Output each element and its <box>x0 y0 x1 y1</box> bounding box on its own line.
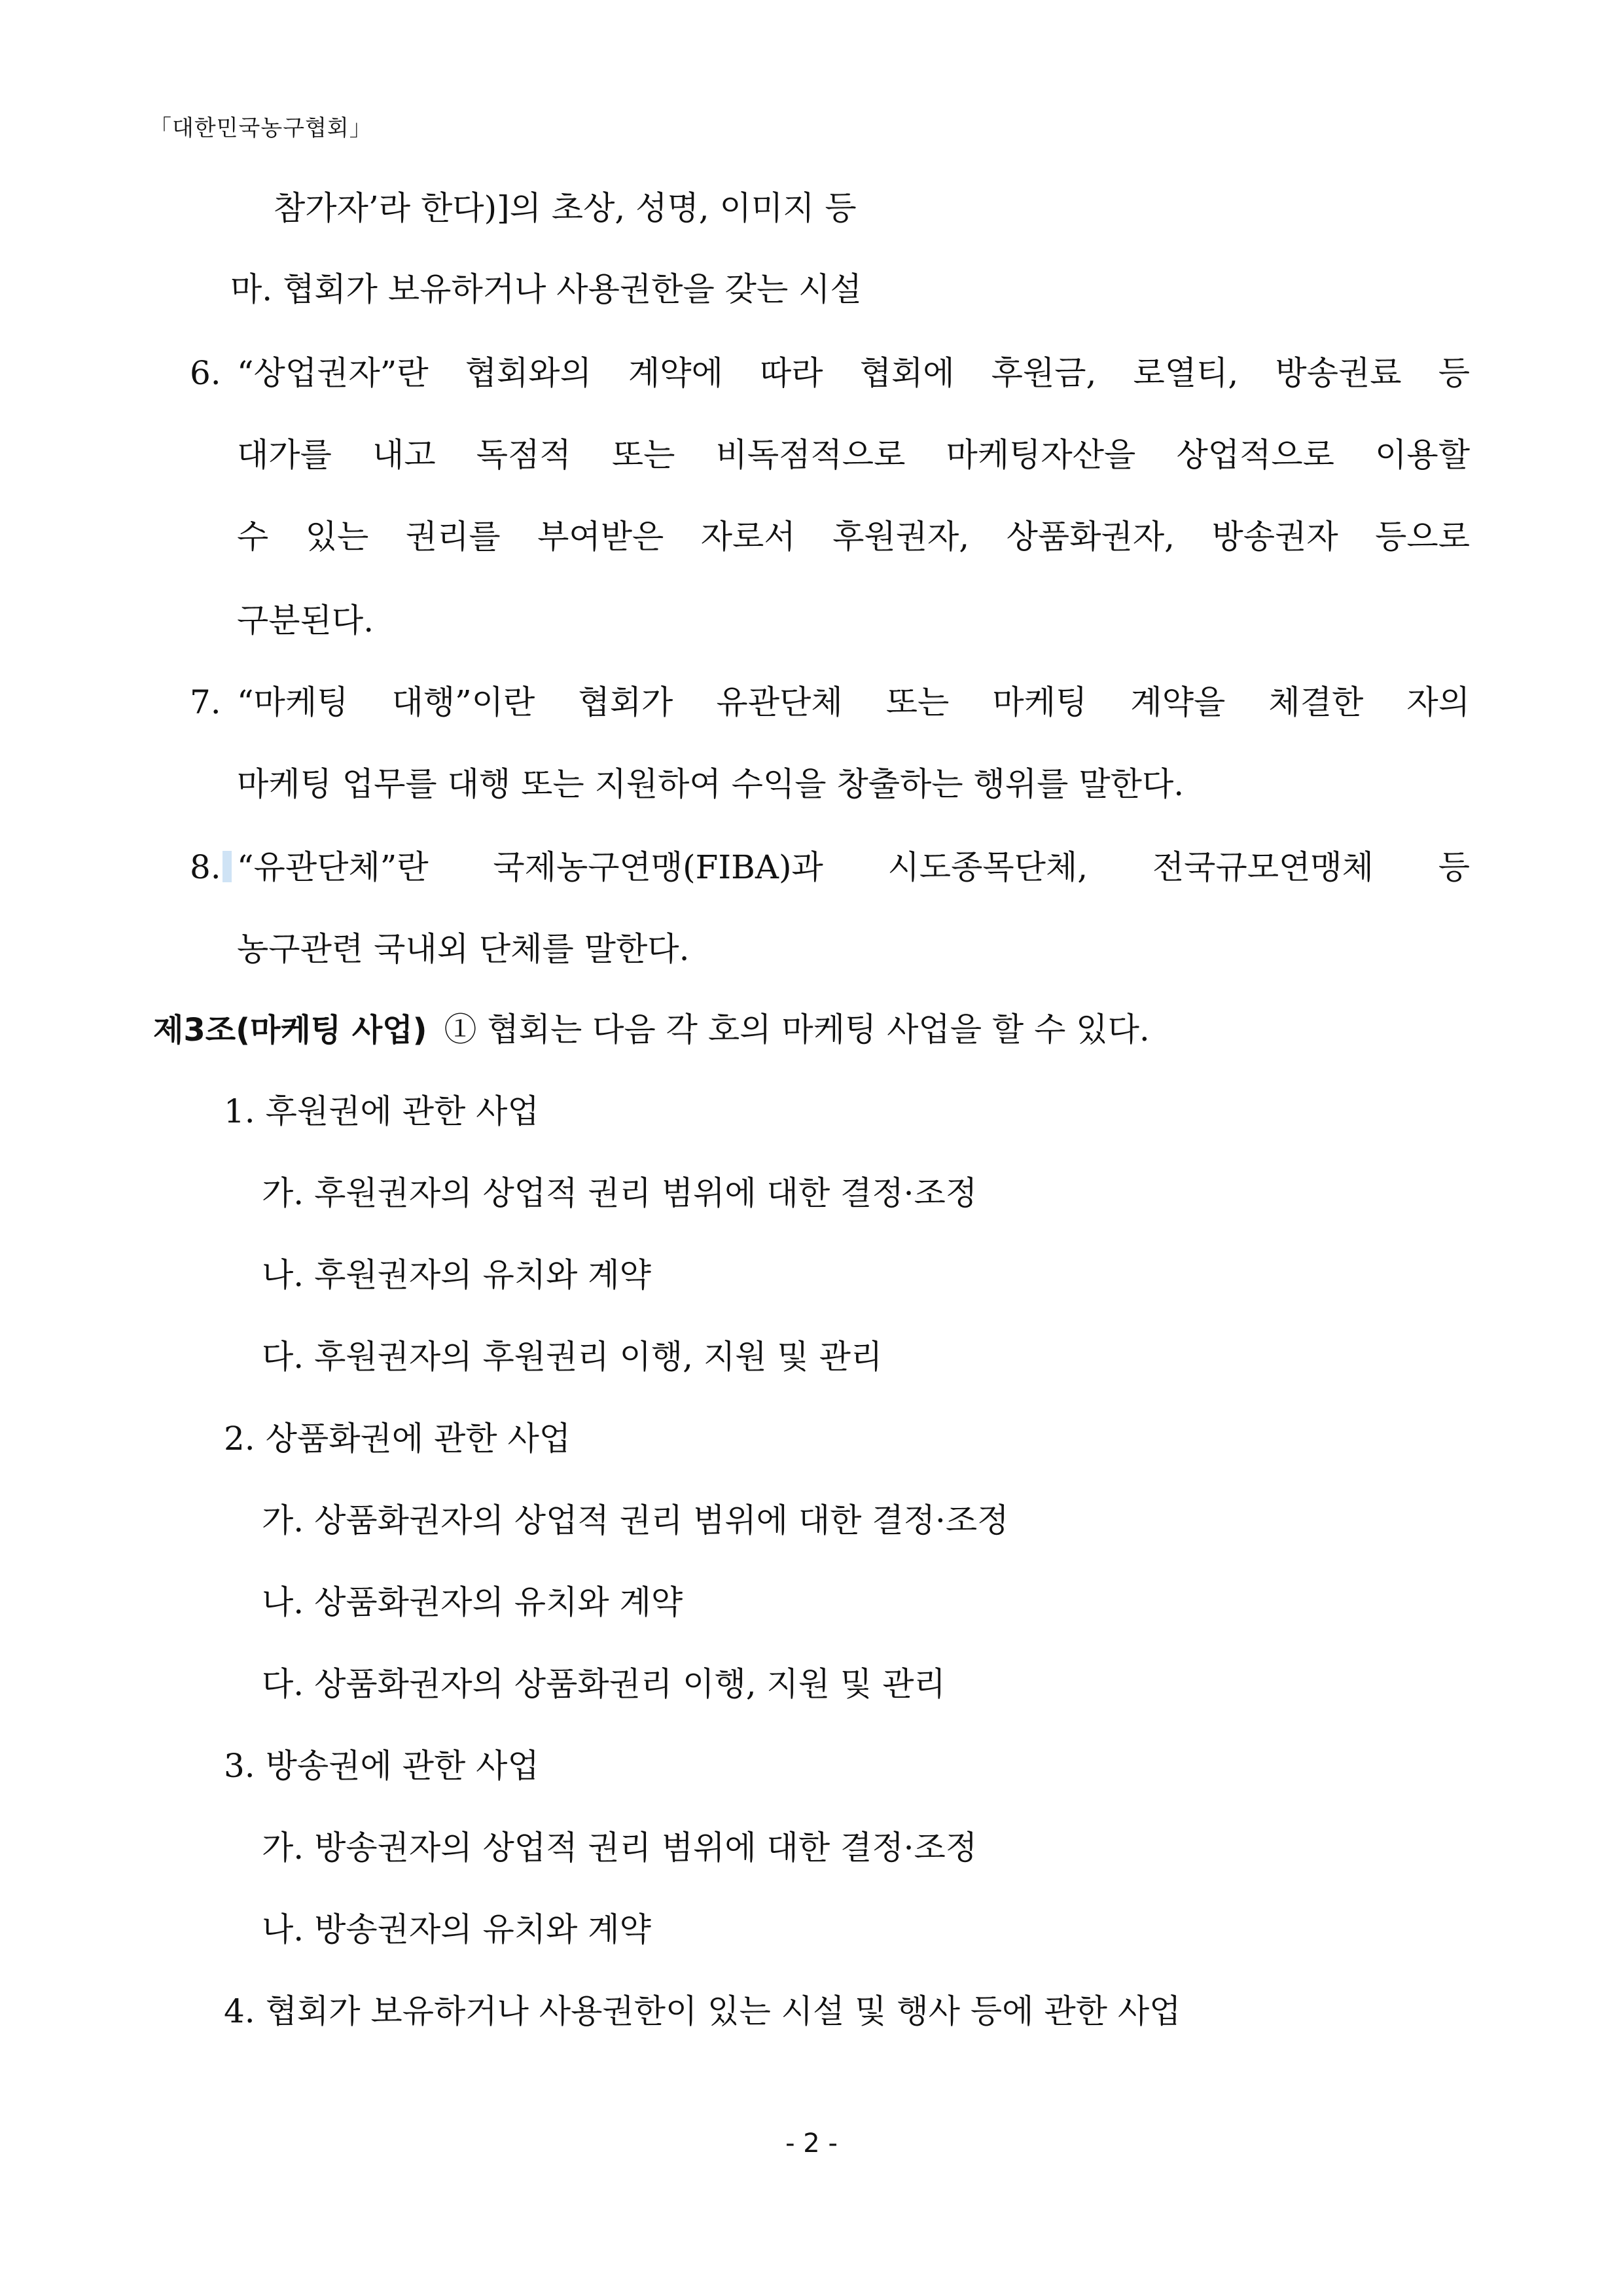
item-6-number: 6. <box>190 354 221 392</box>
article-3-title: 제3조(마케팅 사업) <box>153 1012 427 1049</box>
text-cursor-highlight <box>223 851 232 882</box>
item-8-line-2: 농구관련 국내외 단체를 말한다. <box>237 930 690 968</box>
business-1-na: 나. 후원권자의 유치와 계약 <box>262 1256 651 1294</box>
business-3: 3. 방송권에 관한 사업 <box>224 1747 539 1785</box>
item-6-line-2: 대가를 내고 독점적 또는 비독점적으로 마케팅자산을 상업적으로 이용할 <box>237 436 1470 474</box>
business-3-ga: 가. 방송권자의 상업적 권리 범위에 대한 결정·조정 <box>262 1829 978 1867</box>
article-3-body: ① 협회는 다음 각 호의 마케팅 사업을 할 수 있다. <box>444 1011 1150 1049</box>
document-header: 「대한민국농구협회」 <box>149 115 372 141</box>
item-7-line-2: 마케팅 업무를 대행 또는 지원하여 수익을 창출하는 행위를 말한다. <box>237 765 1185 803</box>
item-7-number: 7. <box>190 683 221 721</box>
item-8-number <box>190 848 232 887</box>
business-1: 1. 후원권에 관한 사업 <box>224 1092 539 1130</box>
item-6-line-1: “상업권자”란 협회와의 계약에 따라 협회에 후원금, 로열티, 방송권료 등 <box>237 354 1470 392</box>
business-2-ga: 가. 상품화권자의 상업적 권리 범위에 대한 결정·조정 <box>262 1501 1009 1539</box>
item-8-line-1: “유관단체”란 국제농구연맹(FIBA)과 시도종목단체, 전국규모연맹체 등 <box>237 848 1470 886</box>
article-3-line <box>153 1010 1150 1050</box>
business-2-da: 다. 상품화권자의 상품화권리 이행, 지원 및 관리 <box>262 1665 946 1703</box>
item-8-number-text: 8. <box>190 848 221 886</box>
item-6-line-4: 구분된다. <box>237 601 374 639</box>
business-2-na: 나. 상품화권자의 유치와 계약 <box>262 1583 683 1621</box>
item-6-line-3: 수 있는 권리를 부여받은 자로서 후원권자, 상품화권자, 방송권자 등으로 <box>237 518 1470 556</box>
item-7-line-1: “마케팅 대행”이란 협회가 유관단체 또는 마케팅 계약을 체결한 자의 <box>237 683 1470 721</box>
business-3-na: 나. 방송권자의 유치와 계약 <box>262 1910 651 1948</box>
business-4: 4. 협회가 보유하거나 사용권한이 있는 시설 및 행사 등에 관한 사업 <box>224 1992 1181 2030</box>
business-2: 2. 상품화권에 관한 사업 <box>224 1420 571 1458</box>
definition-subitem-ma: 마. 협회가 보유하거나 사용권한을 갖는 시설 <box>230 270 862 308</box>
business-1-ga: 가. 후원권자의 상업적 권리 범위에 대한 결정·조정 <box>262 1174 978 1212</box>
business-1-da: 다. 후원권자의 후원권리 이행, 지원 및 관리 <box>262 1338 883 1376</box>
page-number: - 2 - <box>785 2128 838 2159</box>
definition-continuation-line: 참가자’라 한다)]의 초상, 성명, 이미지 등 <box>274 189 857 227</box>
